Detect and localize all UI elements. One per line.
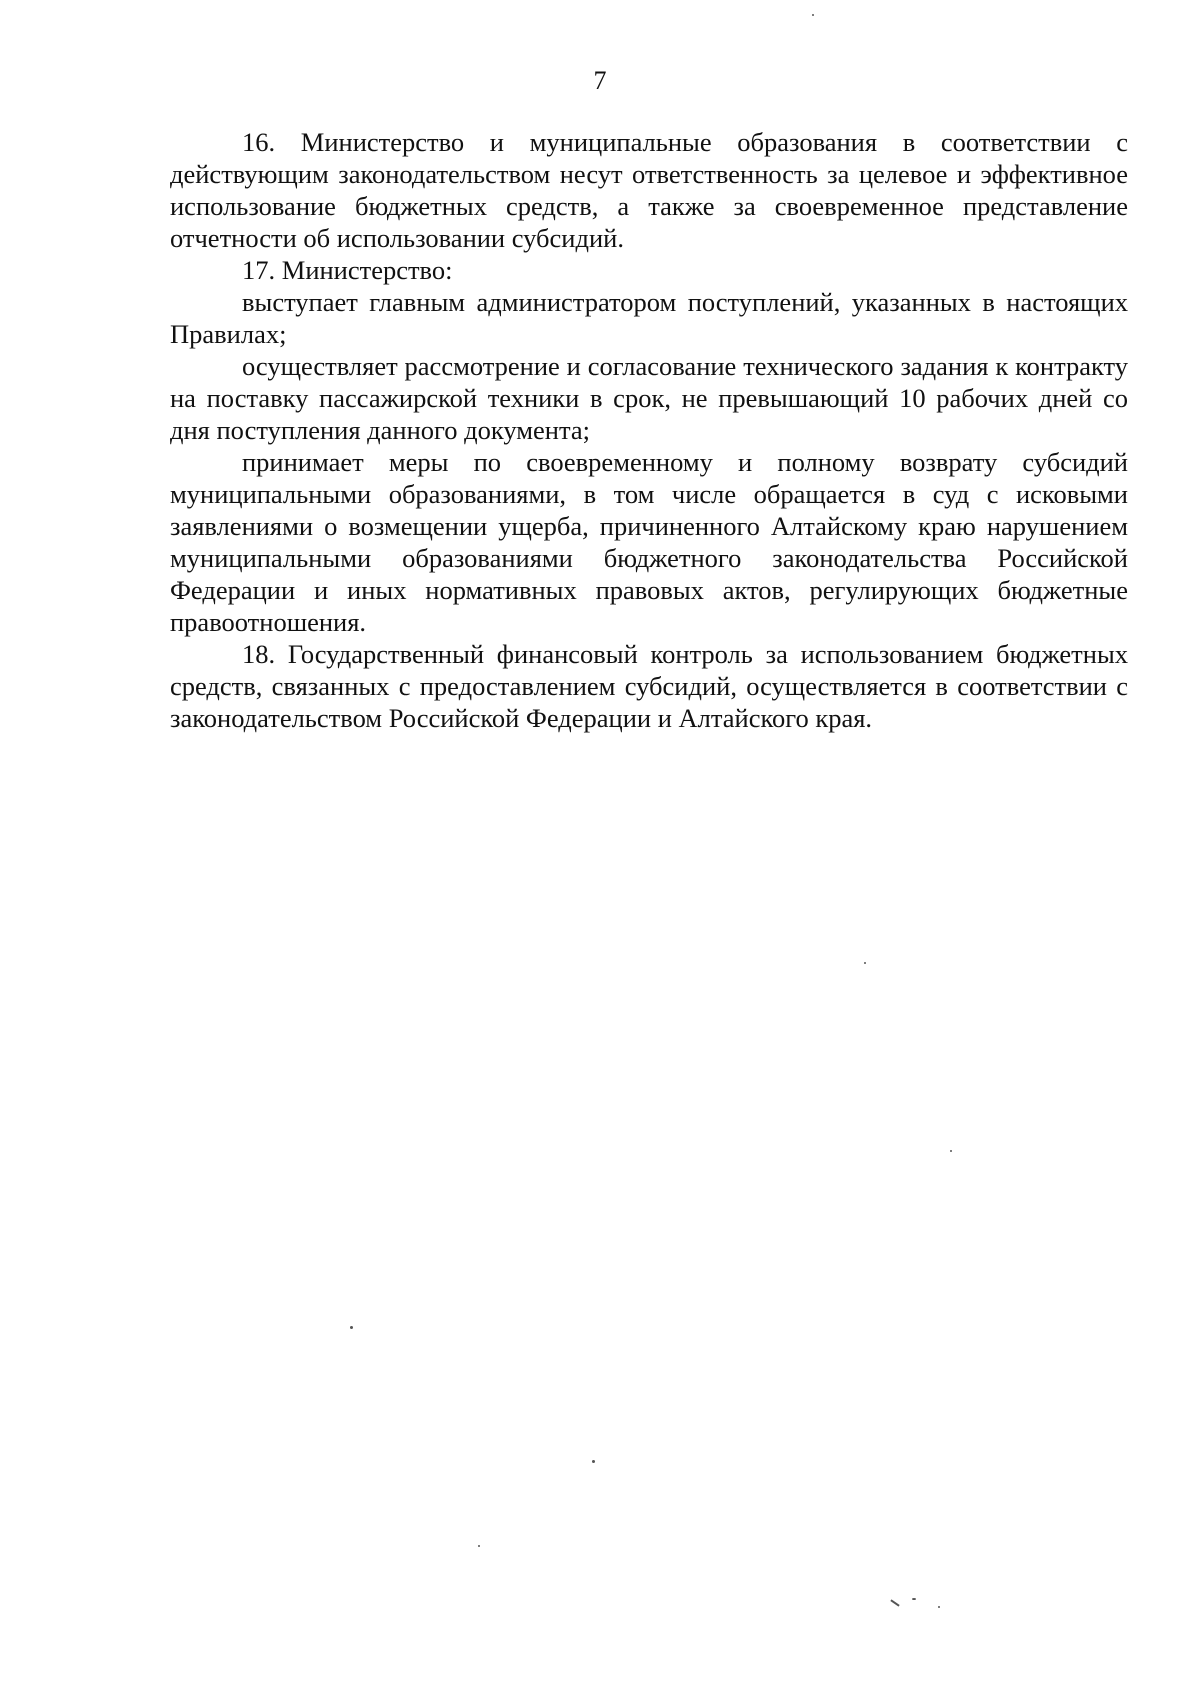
scan-speck (950, 1150, 952, 1152)
paragraph-17-item-1: выступает главным администратором поступлений, указанных в настоящих Правилах; (170, 287, 1128, 349)
scan-speck (350, 1326, 353, 1329)
scan-speck (890, 1599, 899, 1606)
scan-speck (864, 962, 866, 964)
scan-speck (478, 1545, 480, 1547)
scan-speck (592, 1460, 595, 1463)
scan-speck (938, 1606, 940, 1608)
paragraph-17-item-3: принимает меры по своевременному и полному возврату субсидий муниципальными образованиями, в том числе обращается в суд с исковыми заявлениями о возмещении ущерба, причиненного Алтайскому краю нарушением муниципальными образованиями бюджетного законодательства Российской Федерации и иных нормативных правовых актов, регулирующих бюджетные правоотношения. (170, 447, 1128, 637)
scan-speck (812, 14, 814, 16)
scan-speck (912, 1598, 916, 1600)
paragraph-17-heading: 17. Министерство: (242, 255, 453, 285)
paragraph-17-item-2: осуществляет рассмотрение и согласование технического задания к контракту на поставку пассажирской техники в срок, не превышающий 10 рабочих дней со дня поступления данного документа; (170, 351, 1128, 445)
paragraph-18: 18. Государственный финансовый контроль за использованием бюджетных средств, связанных с предоставлением субсидий, осуществляется в соответствии с законодательством Российской Федерации и Алтайского края. (170, 639, 1128, 733)
document-body (170, 126, 1128, 734)
page-number: 7 (593, 66, 607, 95)
paragraph-16: 16. Министерство и муниципальные образования в соответствии с действующим законодательством несут ответственность за целевое и эффективное использование бюджетных средств, а также за своевременное представление отчетности об использовании субсидий. (170, 127, 1128, 253)
